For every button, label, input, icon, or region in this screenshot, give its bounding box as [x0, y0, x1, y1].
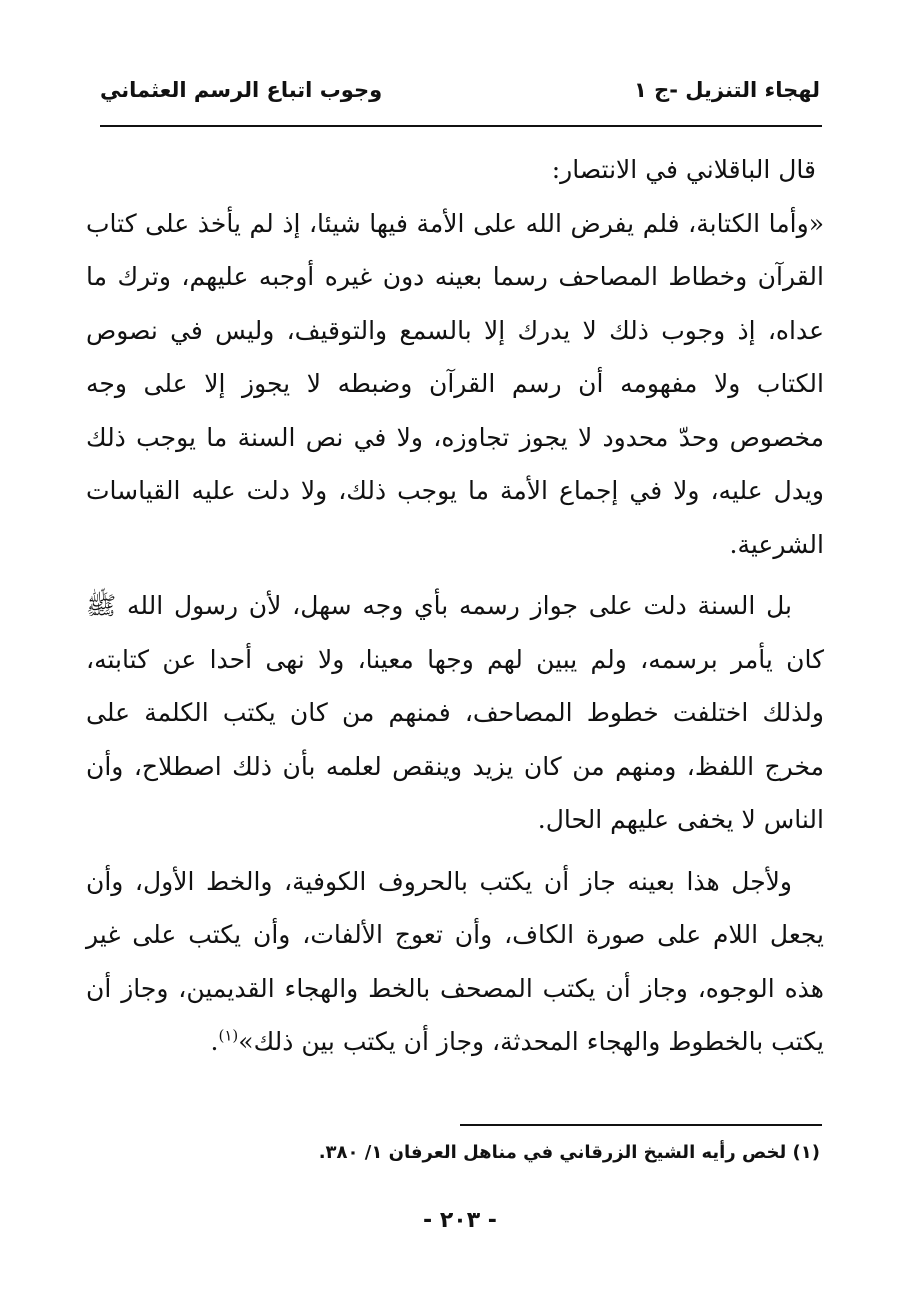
header-chapter-title: وجوب اتباع الرسم العثماني: [100, 78, 383, 102]
paragraph-1: «وأما الكتابة، فلم يفرض الله على الأمة فيها شيئا، إذ لم يأخذ على كتاب القرآن وخطاط المصاحف رسما بعينه دون غيره أوجبه عليهم، وترك ما عداه، إذ وجوب ذلك لا يدرك إلا بالسمع والتوقيف، وليس في نصوص الكتاب ولا مفهومه أن رسم القرآن وضبطه لا يجوز إلا على وجه مخصوص وحدّ محدود لا يجوز تجاوزه، ولا في نص السنة ما يوجب ذلك ويدل عليه، ولا في إجماع الأمة ما يوجب ذلك، ولا دلت عليه القياسات الشرعية.: [86, 208, 824, 559]
intro-line: قال الباقلاني في الانتصار:: [551, 155, 816, 184]
paragraph-3-text: ولأجل هذا بعينه جاز أن يكتب بالحروف الكوفية، والخط الأول، وأن يجعل اللام على صورة الكاف، وأن تعوج الألفات، وأن يكتب على غير هذه الوجوه، وجاز أن يكتب المصحف بالخط والهجاء القديمين، وجاز أن يكتب بالخطوط والهجاء المحدثة، وجاز أن يكتب بين ذلك»: [86, 866, 824, 1056]
paragraph-2: بل السنة دلت على جواز رسمه بأي وجه سهل، لأن رسول الله ﷺ كان يأمر برسمه، ولم يبين لهم وجها معينا، ولا نهى أحدا عن كتابته، ولذلك اختلفت خطوط المصاحف، فمنهم من كان يكتب الكلمة على مخرج اللفظ، ومنهم من كان يزيد وينقص لعلمه بأن ذلك اصطلاح، وأن الناس لا يخفى عليهم الحال.: [86, 591, 824, 834]
page-header: [100, 78, 820, 118]
paragraph-3-end: .: [210, 1027, 219, 1056]
footnote-divider: [460, 1124, 822, 1126]
paragraph-3: [86, 855, 824, 1069]
footnote: (١) لخص رأيه الشيخ الزرقاني في مناهل العرفان ١/ ٣٨٠.: [318, 1142, 820, 1163]
page-number: - ٢٠٣ -: [423, 1208, 497, 1233]
header-divider: [100, 125, 822, 127]
footnote-reference[interactable]: (١): [218, 1026, 239, 1045]
header-book-title: لهجاء التنزيل -ج ١: [633, 78, 820, 102]
main-text: [86, 143, 824, 1069]
